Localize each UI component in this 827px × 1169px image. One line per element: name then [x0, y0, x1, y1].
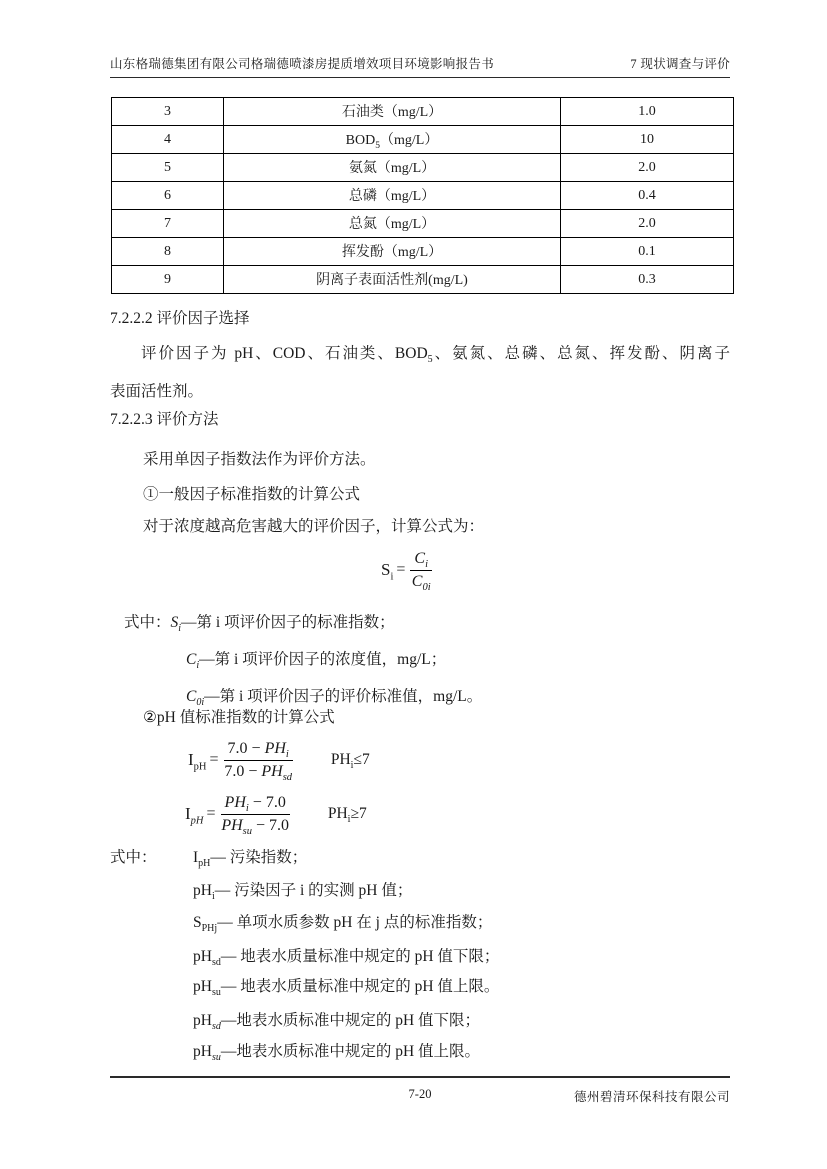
- row-value: 2.0: [561, 154, 734, 182]
- definition-line: [193, 845, 307, 869]
- row-value: 0.4: [561, 182, 734, 210]
- condition-operator: ≤7: [353, 751, 370, 768]
- formula-subscript: sd: [282, 771, 293, 783]
- term-symbol: pH: [193, 1043, 212, 1060]
- term-subscript: sd: [211, 1021, 221, 1033]
- definition-line: [193, 1008, 480, 1032]
- term-symbol: pH: [193, 978, 212, 995]
- row-item: [224, 98, 561, 126]
- defs-text: —第 i 项评价因子的标准指数；: [181, 614, 395, 631]
- item-circle1-heading: ①一般因子标准指数的计算公式: [143, 486, 361, 503]
- formula-text: − 7.0: [248, 793, 286, 811]
- formula-symbol: I: [188, 750, 194, 769]
- formula-var: PH: [261, 762, 283, 780]
- formula-text: − 7.0: [252, 816, 290, 834]
- definition-line: [193, 910, 492, 934]
- row-number: 3: [112, 98, 224, 126]
- term-subscript: i: [178, 623, 182, 635]
- formula-lhs: [381, 560, 394, 583]
- row-number: 7: [112, 210, 224, 238]
- paragraph-text: 、氨氮、总磷、总氮、挥发酚、阴离子: [432, 345, 730, 362]
- definition-line: [186, 647, 446, 671]
- formula-subscript: i: [390, 571, 394, 583]
- table-row: [112, 182, 734, 210]
- defs-label: 式中：: [110, 849, 157, 866]
- term-symbol: pH: [193, 948, 212, 965]
- condition-var: PH: [330, 751, 351, 768]
- row-item: [224, 154, 561, 182]
- table-row: [112, 126, 734, 154]
- formula-text: 7.0 −: [224, 762, 262, 780]
- row-number: 5: [112, 154, 224, 182]
- item-text: 总氮（mg/L）: [348, 216, 436, 232]
- fraction: [410, 550, 432, 591]
- paragraph-factors-line2: 表面活性剂。: [110, 383, 204, 400]
- table-row: [112, 266, 734, 294]
- row-value: 2.0: [561, 210, 734, 238]
- formula-subscript: pH: [190, 815, 204, 827]
- definition-line: [193, 974, 499, 998]
- defs-term: [193, 1043, 221, 1064]
- defs-text: — 污染因子 i 的实测 pH 值；: [214, 882, 413, 899]
- formula-standard-index: [381, 543, 434, 597]
- equals-sign: =: [396, 561, 406, 578]
- defs-text: — 地表水质量标准中规定的 pH 值上限。: [220, 978, 500, 995]
- definition-line: [193, 944, 499, 968]
- row-value: 0.3: [561, 266, 734, 294]
- defs-text: — 污染指数；: [210, 849, 308, 866]
- defs-text: — 单项水质参数 pH 在 j 点的标准指数；: [217, 914, 493, 931]
- section-heading-7222: 7.2.2.2 评价因子选择: [110, 310, 250, 327]
- formula-lhs: [188, 750, 207, 773]
- section-heading-7223: 7.2.2.3 评价方法: [110, 411, 219, 428]
- term-symbol: I: [193, 849, 199, 866]
- row-item: [224, 126, 561, 154]
- fraction-denominator: [412, 571, 431, 591]
- condition-var: PH: [327, 805, 348, 822]
- defs-term: [193, 914, 218, 935]
- formula-condition: [330, 751, 370, 772]
- fraction-denominator: [221, 815, 289, 835]
- formula-var: PH: [264, 739, 286, 757]
- defs-text: — 地表水质量标准中规定的 pH 值下限；: [220, 948, 500, 965]
- fraction-denominator: [224, 761, 292, 781]
- term-symbol: C: [186, 688, 197, 705]
- term-subscript: 0i: [196, 697, 205, 709]
- row-item: [224, 238, 561, 266]
- row-number: 9: [112, 266, 224, 294]
- table-row: [112, 154, 734, 182]
- row-item: [224, 210, 561, 238]
- table-row: [112, 238, 734, 266]
- item-text: BOD: [345, 132, 376, 148]
- condition-subscript: i: [350, 760, 354, 772]
- paragraph-factors-line1: [110, 341, 730, 365]
- fraction-numerator: [410, 550, 432, 571]
- table-row: [112, 210, 734, 238]
- defs-term: [193, 948, 221, 969]
- formula-ph-le7: [188, 732, 370, 788]
- formula-text: 7.0 −: [227, 739, 265, 757]
- formula-symbol: C: [414, 549, 426, 567]
- row-number: 6: [112, 182, 224, 210]
- term-subscript: i: [211, 891, 215, 903]
- defs-term: [186, 651, 200, 672]
- definition-line: [193, 1039, 480, 1063]
- defs-term: [186, 688, 205, 709]
- formula-subscript: i: [285, 748, 289, 760]
- equals-sign: =: [206, 805, 216, 822]
- method-statement: 采用单因子指数法作为评价方法。: [143, 451, 376, 468]
- page-number: 7-20: [408, 1087, 432, 1101]
- page-footer: [110, 1076, 730, 1102]
- formula-intro-text: 对于浓度越高危害越大的评价因子，计算公式为：: [143, 518, 485, 535]
- item-text-post: （mg/L）: [379, 132, 439, 148]
- condition-operator: ≥7: [350, 805, 367, 822]
- term-subscript: su: [211, 987, 221, 999]
- formula-lhs: [185, 804, 204, 827]
- term-symbol: S: [170, 614, 179, 631]
- fraction: [221, 794, 290, 835]
- formula-var: PH: [224, 793, 246, 811]
- item-text: 氨氮（mg/L）: [348, 160, 436, 176]
- row-value: 10: [561, 126, 734, 154]
- formula-symbol: I: [185, 804, 191, 823]
- header-right-chapter: 7 现状调查与评价: [630, 57, 730, 71]
- formula-subscript: i: [245, 802, 249, 814]
- term-subscript: pH: [198, 858, 211, 870]
- term-symbol: pH: [193, 1012, 212, 1029]
- defs-term: [193, 882, 215, 903]
- row-value: 1.0: [561, 98, 734, 126]
- item-subscript: 5: [375, 140, 380, 151]
- formula-var: PH: [221, 816, 243, 834]
- equals-sign: =: [209, 751, 219, 768]
- row-value: 0.1: [561, 238, 734, 266]
- defs-label: 式中：: [124, 614, 171, 631]
- defs-text: —第 i 项评价因子的评价标准值，mg/L。: [204, 688, 483, 705]
- defs-text: —地表水质标准中规定的 pH 值上限。: [220, 1043, 481, 1060]
- formula-symbol: C: [411, 572, 423, 590]
- formula-symbol: [261, 762, 293, 783]
- formula-subscript: su: [242, 825, 252, 837]
- defs-text: —地表水质标准中规定的 pH 值下限；: [220, 1012, 481, 1029]
- term-subscript: PHj: [201, 923, 218, 935]
- row-number: 8: [112, 238, 224, 266]
- formula-symbol: S: [381, 560, 391, 579]
- header-left-title: 山东格瑞德集团有限公司格瑞德喷漆房提质增效项目环境影响报告书: [110, 57, 495, 71]
- definition-line: [124, 610, 395, 634]
- formula-symbol: [264, 739, 289, 760]
- formula-ph-ge7: [185, 786, 367, 842]
- paragraph-text: 评价因子为 pH、COD、石油类、BOD: [141, 345, 428, 362]
- row-item: [224, 266, 561, 294]
- footer-company: 德州碧清环保科技有限公司: [573, 1090, 730, 1104]
- formula-subscript: i: [425, 558, 429, 570]
- condition-subscript: i: [347, 814, 351, 826]
- item-text: 石油类（mg/L）: [341, 104, 443, 120]
- row-item: [224, 182, 561, 210]
- formula-subscript: pH: [193, 761, 207, 773]
- defs-term: [193, 849, 211, 870]
- item-text: 挥发酚（mg/L）: [341, 244, 443, 260]
- formula-condition: [327, 805, 367, 826]
- bod-subscript: 5: [427, 354, 433, 366]
- defs-term: [193, 1012, 221, 1033]
- defs-term: [193, 978, 221, 999]
- term-subscript: sd: [211, 957, 221, 969]
- term-symbol: pH: [193, 882, 212, 899]
- term-symbol: C: [186, 651, 197, 668]
- water-quality-standards-table: [111, 97, 734, 294]
- item-text: 总磷（mg/L）: [348, 188, 436, 204]
- row-number: 4: [112, 126, 224, 154]
- fraction-numerator: [224, 740, 293, 761]
- fraction: [224, 740, 293, 781]
- definition-line: [193, 878, 412, 902]
- formula-subscript: 0i: [422, 581, 431, 593]
- defs-term: [170, 614, 182, 635]
- fraction-numerator: [221, 794, 290, 815]
- item-text: 阴离子表面活性剂(mg/L): [316, 272, 468, 288]
- table-row: [112, 98, 734, 126]
- defs-text: —第 i 项评价因子的浓度值，mg/L；: [199, 651, 447, 668]
- formula-symbol: [221, 816, 252, 837]
- formula-symbol: [224, 793, 249, 814]
- term-symbol: S: [193, 914, 202, 931]
- term-subscript: su: [211, 1052, 221, 1064]
- page-header: [110, 54, 730, 78]
- item-circle2-heading: ②pH 值标准指数的计算公式: [143, 709, 335, 726]
- term-subscript: i: [196, 660, 200, 672]
